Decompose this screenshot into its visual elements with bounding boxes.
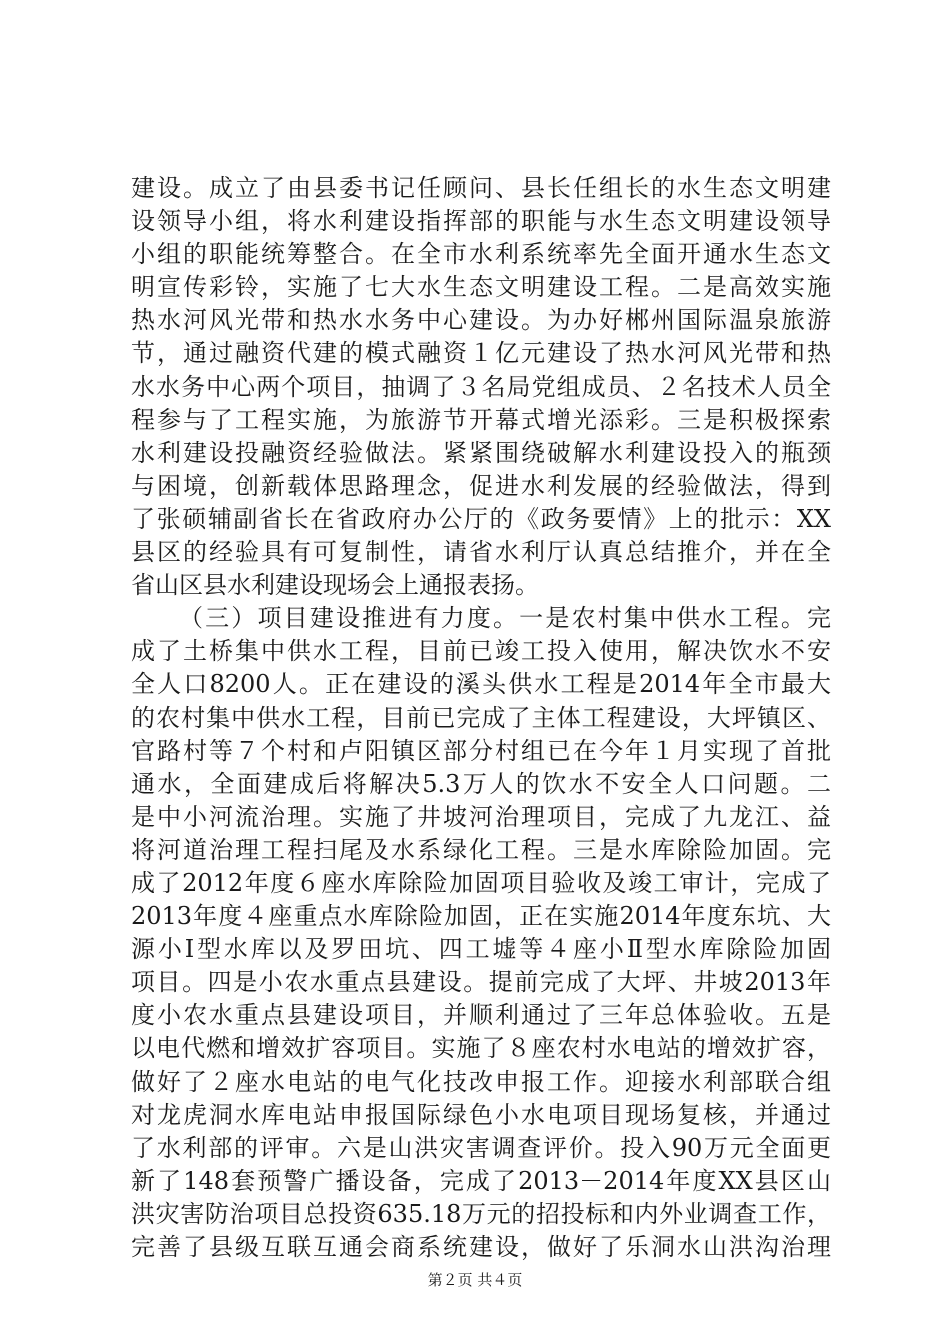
- text-line: 通水，全面建成后将解决5.3万人的饮水不安全人口问题。二: [131, 769, 831, 798]
- text-line: 以电代燃和增效扩容项目。实施了８座农村水电站的增效扩容，: [131, 1034, 831, 1063]
- text-line: 热水河风光带和热水水务中心建设。为办好郴州国际温泉旅游: [131, 306, 831, 335]
- text-line: 水水务中心两个项目，抽调了３名局党组成员、２名技术人员全: [131, 372, 831, 401]
- text-line: 与困境，创新载体思路理念，促进水利发展的经验做法，得到: [131, 471, 831, 500]
- text-line: 成了2012年度６座水库除险加固项目验收及竣工审计，完成了: [131, 868, 831, 897]
- text-line: 水利建设投融资经验做法。紧紧围绕破解水利建设投入的瓶颈: [131, 438, 831, 467]
- text-line: 对龙虎洞水库电站申报国际绿色小水电项目现场复核，并通过: [131, 1100, 831, 1129]
- text-line: 是中小河流治理。实施了井坡河治理项目，完成了九龙江、益: [131, 802, 831, 831]
- text-line: 2013年度４座重点水库除险加固，正在实施2014年度东坑、大: [131, 902, 831, 931]
- text-line: 做好了２座水电站的电气化技改申报工作。迎接水利部联合组: [131, 1067, 831, 1096]
- text-line: 建设。成立了由县委书记任顾问、县长任组长的水生态文明建: [131, 174, 831, 202]
- text-line: 省山区县水利建设现场会上通报表扬。: [131, 571, 539, 600]
- page-number-footer: 第２页 共４页: [427, 1271, 523, 1289]
- text-line: 成了土桥集中供水工程，目前已竣工投入使用，解决饮水不安: [131, 637, 831, 666]
- text-line: 源小Ⅰ型水库以及罗田坑、四工墟等４座小Ⅱ型水库除险加固: [131, 935, 831, 964]
- text-line: 将河道治理工程扫尾及水系绿化工程。三是水库除险加固。完: [131, 835, 831, 864]
- text-line: 官路村等７个村和卢阳镇区部分村组已在今年１月实现了首批: [131, 736, 831, 765]
- text-line: 了张硕辅副省长在省政府办公厅的《政务要情》上的批示：XX: [131, 504, 831, 533]
- text-line: 新了148套预警广播设备，完成了2013－2014年度XX县区山: [131, 1166, 831, 1195]
- text-line: 了水利部的评审。六是山洪灾害调查评价。投入90万元全面更: [131, 1133, 831, 1162]
- body-text: [131, 172, 831, 1264]
- text-line: 县区的经验具有可复制性，请省水利厅认真总结推介，并在全: [131, 538, 831, 567]
- text-line: 设领导小组，将水利建设指挥部的职能与水生态文明建设领导: [131, 207, 831, 236]
- text-line: 明宣传彩铃，实施了七大水生态文明建设工程。二是高效实施: [131, 273, 831, 302]
- text-line: 小组的职能统筹整合。在全市水利系统率先全面开通水生态文: [131, 240, 831, 269]
- text-line: 完善了县级互联互通会商系统建设，做好了乐洞水山洪沟治理: [131, 1233, 831, 1261]
- text-line: 项目。四是小农水重点县建设。提前完成了大坪、井坡2013年: [131, 968, 831, 997]
- text-line: 全人口8200人。正在建设的溪头供水工程是2014年全市最大: [131, 670, 831, 699]
- text-line: 洪灾害防治项目总投资635.18万元的招投标和内外业调查工作，: [131, 1199, 831, 1228]
- section-heading-line: （三）项目建设推进有力度。一是农村集中供水工程。完: [179, 604, 831, 633]
- text-line: 程参与了工程实施，为旅游节开幕式增光添彩。三是积极探索: [131, 405, 831, 434]
- text-line: 度小农水重点县建设项目，并顺利通过了三年总体验收。五是: [131, 1001, 831, 1030]
- text-line: 的农村集中供水工程，目前已完成了主体工程建设，大坪镇区、: [131, 703, 831, 732]
- text-line: 节，通过融资代建的模式融资１亿元建设了热水河风光带和热: [131, 339, 831, 368]
